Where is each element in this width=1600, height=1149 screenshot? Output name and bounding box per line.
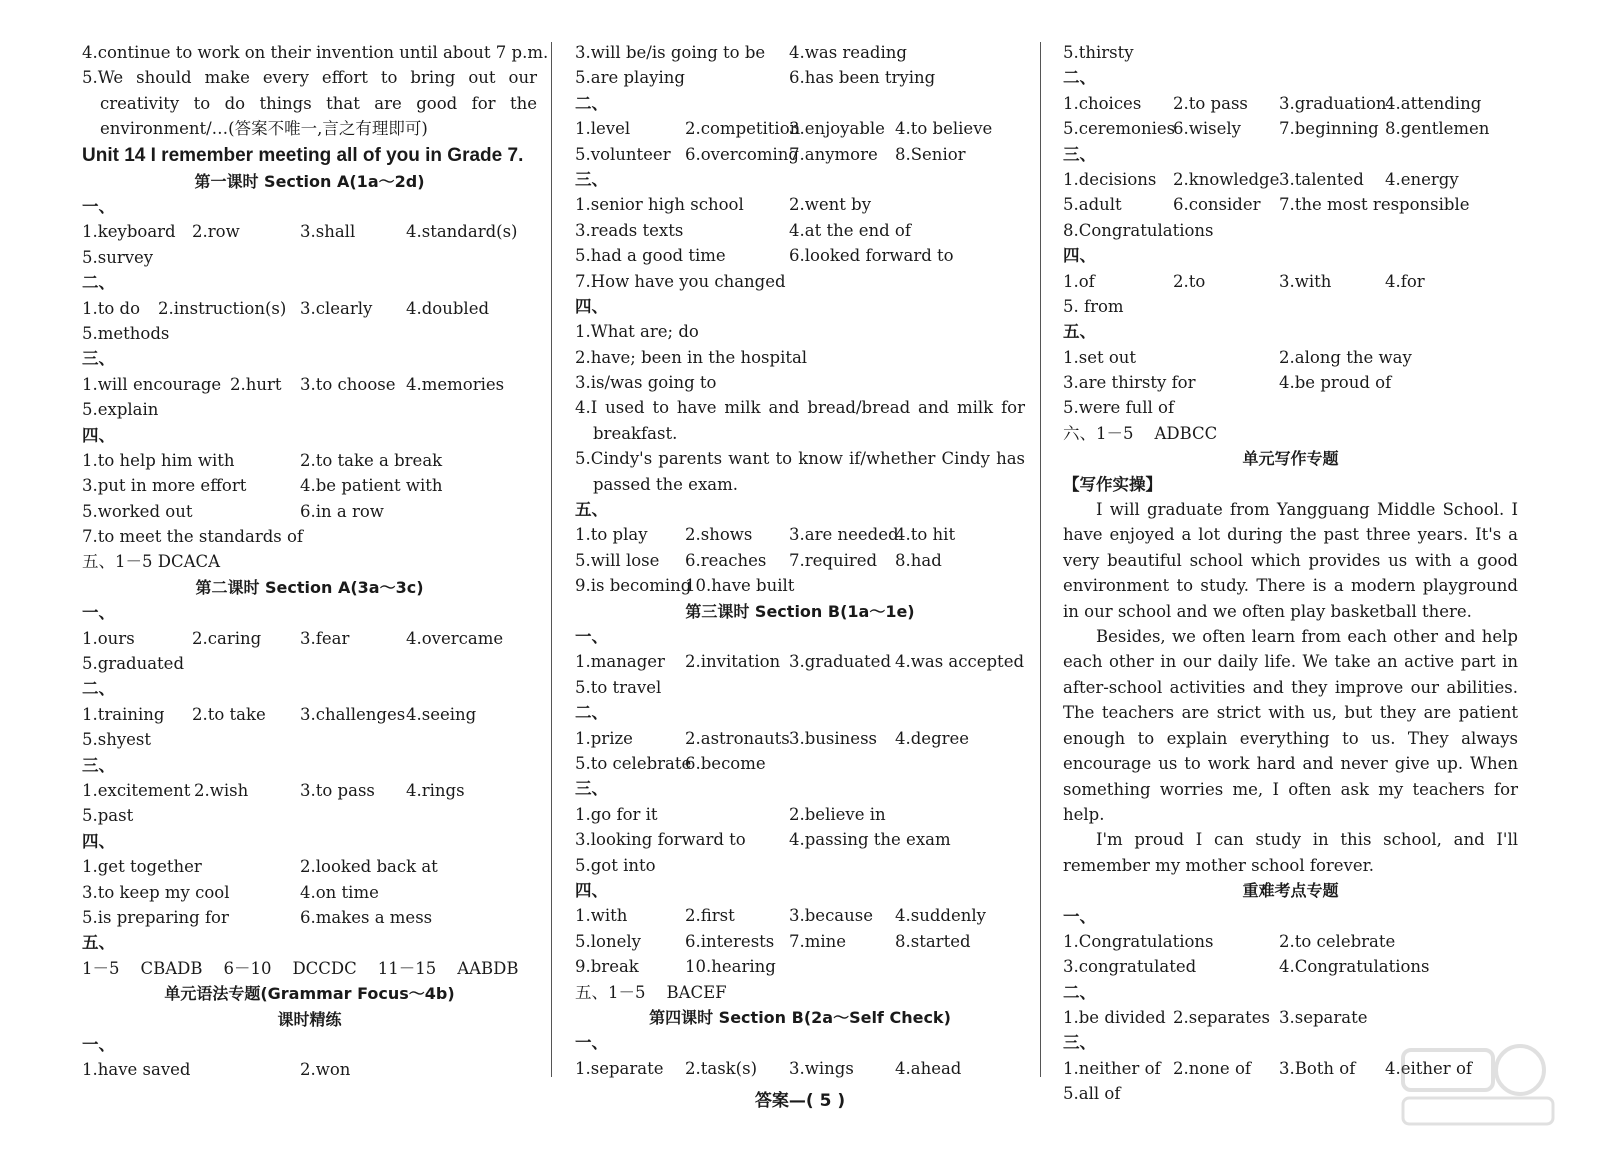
answer-item: 1.get together <box>82 857 202 877</box>
answer-item: 2.invitation <box>685 652 781 672</box>
answer-item: 1.to play <box>575 525 648 545</box>
section-marker: 四、 <box>575 880 608 900</box>
answer-item: 3.because <box>789 906 874 926</box>
answer-item: 4.Congratulations <box>1279 957 1430 977</box>
answer-row <box>575 192 1025 217</box>
answer-item: 2.wish <box>194 780 249 800</box>
answer-row <box>82 778 537 803</box>
section-marker: 一、 <box>82 197 115 216</box>
answer-line: 7.How have you changed <box>575 271 786 291</box>
answer-item: 2.looked back at <box>300 857 438 877</box>
answer-item: 3.looking forward to <box>575 830 746 850</box>
answer-item: 2.competition <box>685 119 801 139</box>
essay-paragraph: I'm proud I can study in this school, and I'll remember my mother school forever. <box>1063 830 1518 875</box>
answer-item: 6.in a row <box>300 501 384 521</box>
answer-line: 3.is/was going to <box>575 373 717 393</box>
answer-item: 3.separate <box>1279 1008 1368 1028</box>
answer-item: 8.had <box>895 550 942 570</box>
answer-item: 5.will lose <box>575 550 660 570</box>
answer-row <box>575 802 1025 827</box>
answer-item: 2.instruction(s) <box>158 298 287 318</box>
lesson-heading: 第三课时 Section B(1a～1e) <box>685 601 915 621</box>
answer-item: 5.to celebrate <box>575 754 692 773</box>
answer-item: 4.be patient with <box>300 476 443 496</box>
answer-line: 2.have; been in the hospital <box>575 347 808 367</box>
answer-item: 4.energy <box>1385 169 1459 189</box>
answer-row <box>82 702 537 727</box>
answer-line: 7.to meet the standards of <box>82 527 304 547</box>
answer-item: 4.doubled <box>406 298 490 318</box>
answer-row <box>575 751 1025 776</box>
answer-item: 1.to help him with <box>82 450 235 470</box>
answer-item: 1.set out <box>1063 347 1137 367</box>
answer-item: 2.along the way <box>1279 347 1412 367</box>
answer-item: 5.lonely <box>575 931 641 951</box>
answer-item: 4.rings <box>406 780 465 800</box>
answer-row <box>1063 1005 1518 1030</box>
answer-item: 7.mine <box>789 931 847 951</box>
answer-item: 6.consider <box>1173 195 1261 215</box>
answer-line: 5.graduated <box>82 654 185 674</box>
answer-row <box>1063 91 1518 116</box>
answer-item: 3.enjoyable <box>789 119 885 139</box>
answer-row <box>1063 345 1518 370</box>
answer-row <box>575 243 1025 268</box>
answer-item: 8.gentlemen <box>1385 119 1490 139</box>
answer-line: 5.thirsty <box>1063 43 1134 62</box>
answer-item: 7.anymore <box>789 144 878 164</box>
section-marker: 三、 <box>82 349 115 369</box>
answer-row <box>82 905 537 930</box>
answer-item: 2.to take <box>192 704 266 724</box>
answer-item: 1.be divided <box>1063 1008 1166 1028</box>
answer-item: 1.choices <box>1063 93 1142 113</box>
answer-item: 4.be proud of <box>1279 373 1392 393</box>
section-marker: 五、 <box>82 933 115 953</box>
answer-item: 5.had a good time <box>575 246 726 266</box>
answer-item: 2.hurt <box>230 374 282 394</box>
answer-item: 3.to keep my cool <box>82 882 230 902</box>
answer-row <box>575 929 1025 954</box>
answer-row <box>82 880 537 905</box>
column-divider-1 <box>551 42 552 1077</box>
answer-line: 5.shyest <box>82 730 152 750</box>
answer-row <box>1063 269 1518 294</box>
answer-row <box>82 296 537 321</box>
answer-item: 4.attending <box>1385 93 1482 113</box>
answer-item: 10.hearing <box>685 957 776 977</box>
answer-row <box>1063 167 1518 192</box>
answer-row <box>575 827 1025 852</box>
answer-line: 8.Congratulations <box>1063 220 1214 240</box>
answer-item: 4.seeing <box>406 704 477 724</box>
answer-line: 5.all of <box>1063 1084 1121 1104</box>
answer-item: 2.knowledge <box>1173 169 1280 189</box>
answer-item: 5.volunteer <box>575 144 671 164</box>
section-marker: 三、 <box>1063 1033 1096 1053</box>
answer-item: 2.to pass <box>1173 93 1248 113</box>
answer-item: 2.won <box>300 1060 351 1080</box>
lesson-heading: 第一课时 Section A(1a～2d) <box>194 171 425 191</box>
answer-line: 六、1－5 ADBCC <box>1063 423 1218 443</box>
answer-row <box>1063 954 1518 979</box>
section-marker: 一、 <box>82 1034 115 1054</box>
answer-line: 五、1－5 DCACA <box>82 552 221 572</box>
answer-item: 5.worked out <box>82 501 193 521</box>
answer-item: 3.clearly <box>300 298 373 318</box>
section-marker: 四、 <box>82 831 115 851</box>
answer-item: 2.caring <box>192 628 262 648</box>
answer-item: 3.will be/is going to be <box>575 43 766 62</box>
answer-item: 2.astronauts <box>685 728 790 748</box>
section-marker: 二、 <box>575 703 608 723</box>
answer-item: 2.row <box>192 222 240 242</box>
answer-item: 2.to celebrate <box>1279 931 1396 951</box>
answer-item: 1.have saved <box>82 1060 191 1080</box>
answer-row <box>575 522 1025 547</box>
section-marker: 三、 <box>82 755 115 775</box>
answer-item: 4.degree <box>895 728 970 748</box>
answer-item: 3.reads texts <box>575 220 684 240</box>
answer-row <box>575 1056 1025 1081</box>
answer-item: 8.Senior <box>895 144 966 164</box>
answer-row <box>575 65 1025 90</box>
lesson-heading: 第二课时 Section A(3a～3c) <box>195 577 424 597</box>
answer-row <box>82 1057 537 1082</box>
answer-item: 4.was accepted <box>895 652 1025 672</box>
answer-item: 4.suddenly <box>895 906 986 926</box>
section-marker: 一、 <box>82 603 115 623</box>
answer-item: 2.went by <box>789 195 872 215</box>
section-marker: 五、 <box>575 500 608 520</box>
answer-row <box>82 372 537 397</box>
answer-line: 5.past <box>82 806 134 826</box>
answer-item: 1.go for it <box>575 804 658 824</box>
essay-paragraph: Besides, we often learn from each other and help each other in our daily life. We take an active part in after-school activities and they improve our abilities. The teachers are strict with us, but they are patient enough to explain everything to us. They always encourage us to work hard and never give up. When something worries me, I often ask my teachers for help. <box>1063 627 1518 824</box>
answer-item: 7.required <box>789 550 878 570</box>
answer-item: 6.wisely <box>1173 119 1241 139</box>
answer-item: 6.overcoming <box>685 144 799 164</box>
answer-item: 7.the most responsible <box>1279 195 1470 215</box>
answer-item: 3.graduation <box>1279 93 1387 113</box>
answer-row <box>1063 929 1518 954</box>
section-marker: 三、 <box>575 169 608 189</box>
answer-item: 1.neither of <box>1063 1058 1161 1078</box>
answer-item: 6.interests <box>685 931 775 951</box>
answer-item: 1.will encourage <box>82 374 222 394</box>
answer-item: 3.shall <box>300 222 356 242</box>
writing-practice-tag: 【写作实操】 <box>1063 474 1162 494</box>
answer-item: 1.of <box>1063 271 1095 291</box>
section-marker: 一、 <box>575 627 608 647</box>
answer-item: 1.to do <box>82 298 141 318</box>
answer-item: 4.memories <box>406 374 505 394</box>
answer-item: 7.beginning <box>1279 119 1379 139</box>
answer-line: 5.methods <box>82 323 170 343</box>
answer-item: 3.are thirsty for <box>1063 373 1196 393</box>
answer-line: 5.explain <box>82 400 159 420</box>
answer-line: 1.What are; do <box>575 322 699 342</box>
section-marker: 四、 <box>575 296 608 316</box>
grammar-heading: 单元语法专题(Grammar Focus～4b) <box>164 984 455 1004</box>
answer-item: 3.with <box>1279 271 1332 291</box>
answer-row <box>82 854 537 879</box>
answer-item: 1.Congratulations <box>1063 931 1214 951</box>
answer-item: 2.shows <box>685 525 753 545</box>
answer-row <box>575 726 1025 751</box>
answer-line: 4.I used to have milk and bread/bread and milk for breakfast. <box>575 398 1025 443</box>
answer-item: 3.to choose <box>300 374 396 394</box>
keypoints-heading: 重难考点专题 <box>1242 881 1339 901</box>
answer-item: 6.become <box>685 754 766 773</box>
answer-item: 8.started <box>895 931 971 951</box>
writing-heading: 单元写作专题 <box>1242 449 1339 469</box>
answer-line: 5.Cindy's parents want to know if/whether Cindy has passed the exam. <box>575 449 1025 494</box>
answer-row <box>575 903 1025 928</box>
answer-item: 10.have built <box>685 576 795 596</box>
answer-item: 2.task(s) <box>685 1058 758 1078</box>
section-marker: 四、 <box>82 425 115 445</box>
answer-item: 1.excitement <box>82 780 191 800</box>
answer-item: 4.to hit <box>895 525 956 545</box>
answer-item: 1.with <box>575 906 628 926</box>
answer-line: 5.survey <box>82 247 154 267</box>
answer-item: 4.overcame <box>406 628 504 648</box>
section-marker: 五、 <box>1063 322 1096 342</box>
answer-item: 1.level <box>575 119 631 139</box>
answer-column-2 <box>575 40 1025 1081</box>
answer-line: 五、1－5 BACEF <box>575 982 727 1002</box>
answer-item: 4.on time <box>300 882 379 902</box>
answer-column-3 <box>1063 40 1518 1107</box>
answer-item: 6.reaches <box>685 550 767 570</box>
answer-item: 3.Both of <box>1279 1058 1356 1078</box>
answer-item: 3.wings <box>789 1058 854 1078</box>
answer-item: 4.either of <box>1385 1058 1472 1078</box>
answer-column-1 <box>82 40 549 1083</box>
answer-row <box>575 954 1025 979</box>
answer-item: 2.separates <box>1173 1008 1270 1028</box>
answer-line: 1－5 CBADB 6－10 DCCDC 11－15 AABDB <box>82 958 519 978</box>
answer-item: 9.break <box>575 957 639 977</box>
answer-row <box>1063 370 1518 395</box>
section-marker: 三、 <box>575 779 608 799</box>
section-marker: 二、 <box>1063 982 1096 1002</box>
answer-line: 5.to travel <box>575 677 662 697</box>
answer-item: 1.manager <box>575 652 665 672</box>
answer-row <box>1063 116 1518 141</box>
answer-item: 5.is preparing for <box>82 907 229 927</box>
section-marker: 一、 <box>575 1033 608 1053</box>
answer-item: 2.first <box>685 906 735 926</box>
section-marker: 四、 <box>1063 246 1096 266</box>
answer-item: 4.ahead <box>895 1058 962 1078</box>
answer-line: 5.were full of <box>1063 398 1175 418</box>
section-marker: 二、 <box>82 679 115 699</box>
answer-item: 2.to <box>1173 271 1206 291</box>
answer-row <box>575 40 1025 65</box>
answer-row <box>82 626 537 651</box>
section-marker: 一、 <box>1063 906 1096 926</box>
answer-item: 4.to believe <box>895 119 993 139</box>
section-marker: 二、 <box>575 93 608 113</box>
answer-item: 4.was reading <box>789 43 907 62</box>
section-marker: 二、 <box>82 273 115 293</box>
answer-item: 3.to pass <box>300 780 375 800</box>
answer-row <box>575 573 1025 598</box>
answer-item: 5.are playing <box>575 68 685 88</box>
answer-item: 1.ours <box>82 628 135 648</box>
answer-row <box>1063 192 1518 217</box>
answer-item: 4.for <box>1385 271 1425 291</box>
answer-row <box>82 219 537 244</box>
answer-item: 3.graduated <box>789 652 892 672</box>
answer-item: 1.senior high school <box>575 195 744 215</box>
answer-item: 6.looked forward to <box>789 246 954 266</box>
section-marker: 三、 <box>1063 144 1096 164</box>
answer-item: 9.is becoming <box>575 576 692 596</box>
answer-item: 1.decisions <box>1063 169 1157 189</box>
answer-row <box>575 218 1025 243</box>
answer-item: 3.put in more effort <box>82 476 247 496</box>
answer-item: 1.keyboard <box>82 222 176 242</box>
answer-item: 3.are needed <box>789 525 899 545</box>
answer-item: 5.ceremonies <box>1063 119 1176 139</box>
answer-line: 4.continue to work on their invention until about 7 p.m. <box>82 43 549 62</box>
answer-item: 3.business <box>789 728 878 748</box>
answer-row <box>82 499 537 524</box>
answer-item: 4.at the end of <box>789 220 911 240</box>
answer-item: 1.training <box>82 704 165 724</box>
answer-row <box>575 649 1025 674</box>
watermark-logo <box>1395 1040 1555 1130</box>
answer-row <box>82 448 537 473</box>
page-footer: 答案—( 5 ) <box>754 1091 846 1111</box>
lesson-heading: 第四课时 Section B(2a～Self Check) <box>649 1007 951 1027</box>
column-divider-2 <box>1040 42 1041 1077</box>
essay-paragraph: I will graduate from Yangguang Middle School. I have enjoyed a lot during the past three years. It's a very beautiful school which provides us with a good environment to study. There is a modern playground in our school and we often play basketball there. <box>1063 500 1518 621</box>
answer-row <box>575 548 1025 573</box>
answer-line: 5.We should make every effort to bring out our creativity to do things that are good for the environment/…(答案不唯一,言之有理即可) <box>82 68 537 139</box>
answer-row <box>82 473 537 498</box>
answer-item: 3.talented <box>1279 169 1364 189</box>
answer-item: 4.standard(s) <box>406 222 518 242</box>
answer-item: 2.none of <box>1173 1058 1251 1078</box>
answer-item: 3.challenges <box>300 704 406 724</box>
answer-line: 5.got into <box>575 855 656 875</box>
answer-item: 3.congratulated <box>1063 957 1197 977</box>
unit-title: Unit 14 I remember meeting all of you in Grade 7. <box>82 144 524 166</box>
answer-line: 5. from <box>1063 296 1124 316</box>
answer-item: 2.believe in <box>789 804 886 824</box>
answer-item: 6.makes a mess <box>300 907 433 927</box>
answer-item: 6.has been trying <box>789 68 936 88</box>
answer-item: 4.passing the exam <box>789 830 951 850</box>
answer-item: 2.to take a break <box>300 450 443 470</box>
answer-item: 1.prize <box>575 728 633 748</box>
practice-heading: 课时精练 <box>277 1009 342 1029</box>
answer-row <box>575 142 1025 167</box>
answer-row <box>575 116 1025 141</box>
answer-item: 3.fear <box>300 628 350 648</box>
section-marker: 二、 <box>1063 68 1096 88</box>
answer-item: 5.adult <box>1063 195 1122 215</box>
answer-item: 1.separate <box>575 1058 664 1078</box>
